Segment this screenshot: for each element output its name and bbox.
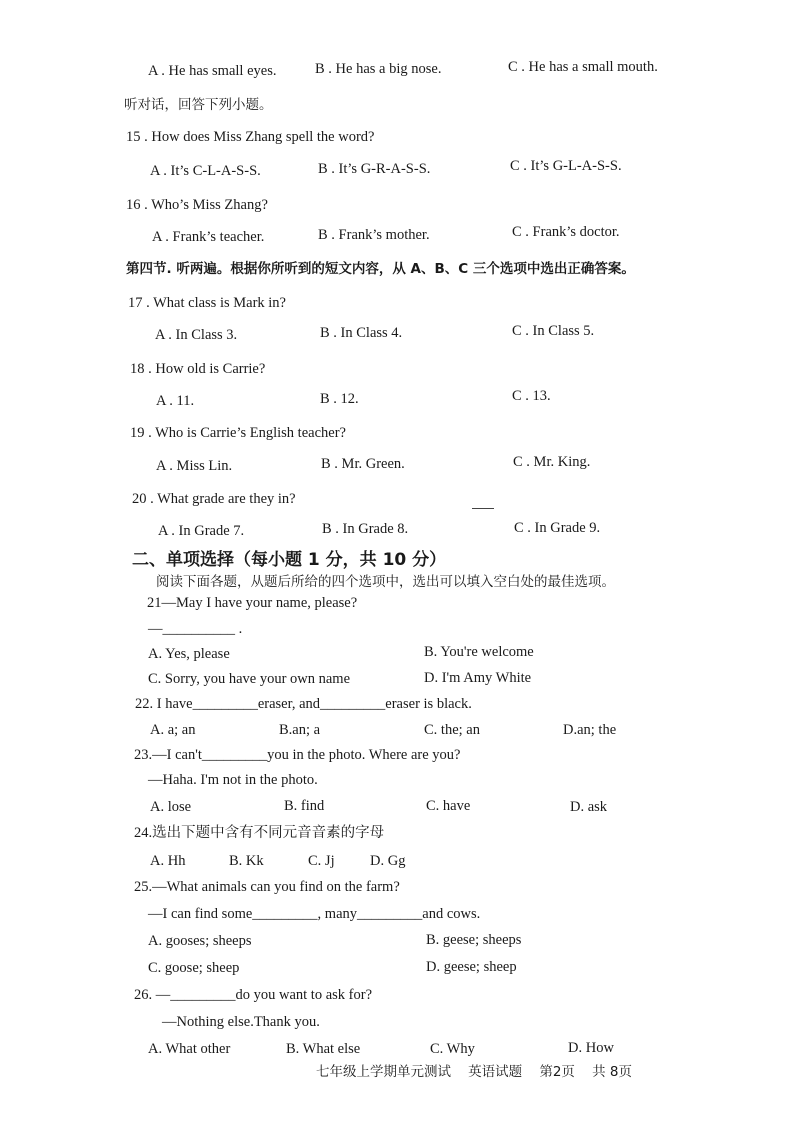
q25-reply: —I can find some_________, many_________and cows. xyxy=(148,906,481,922)
q22-stem: 22. I have_________eraser, and_________eraser is black. xyxy=(135,696,472,712)
q15-option-a: A . It’s C-L-A-S-S. xyxy=(150,163,261,179)
q17-stem: 17 . What class is Mark in? xyxy=(128,295,286,311)
q18-option-c: C . 13. xyxy=(512,388,551,404)
q19-option-b: B . Mr. Green. xyxy=(321,456,405,472)
q20-option-c: C . In Grade 9. xyxy=(514,520,601,536)
q20-stem: 20 . What grade are they in? xyxy=(132,491,296,507)
q19-option-a: A . Miss Lin. xyxy=(156,458,233,474)
q23-option-d: D. ask xyxy=(570,799,608,815)
q24-option-c: C. Jj xyxy=(308,853,335,869)
q24-option-d: D. Gg xyxy=(370,853,406,869)
q21-answer-line: —__________ . xyxy=(148,621,243,637)
q26-option-d: D. How xyxy=(568,1040,614,1056)
q16-option-b: B . Frank’s mother. xyxy=(318,227,430,243)
q17-option-a: A . In Class 3. xyxy=(155,327,238,343)
q21-option-b: B. You're welcome xyxy=(424,644,534,660)
q23-option-a: A. lose xyxy=(150,799,192,815)
q25-option-b: B. geese; sheeps xyxy=(426,932,522,948)
q21-stem: 21—May I have your name, please? xyxy=(147,595,358,611)
q25-option-c: C. goose; sheep xyxy=(148,960,240,976)
page-footer: 七年级上学期单元测试 英语试题 第2页 共 8页 xyxy=(316,1064,632,1080)
part2-instruction: 阅读下面各题，从题后所给的四个选项中，选出可以填入空白处的最佳选项。 xyxy=(156,574,615,590)
q21-option-a: A. Yes, please xyxy=(148,646,230,662)
q20-option-a: A . In Grade 7. xyxy=(158,523,245,539)
q19-option-c: C . Mr. King. xyxy=(513,454,591,470)
q20-option-b: B . In Grade 8. xyxy=(322,521,409,537)
q23-option-b: B. find xyxy=(284,798,325,814)
q14-option-b: B . He has a big nose. xyxy=(315,61,442,77)
q16-option-c: C . Frank’s doctor. xyxy=(512,224,620,240)
q26-option-b: B. What else xyxy=(286,1041,361,1057)
q17-option-c: C . In Class 5. xyxy=(512,323,595,339)
q22-option-c: C. the; an xyxy=(424,722,480,738)
part2-title: 二、单项选择（每小题 1 分，共 10 分） xyxy=(132,550,447,570)
q25-option-a: A. gooses; sheeps xyxy=(148,933,252,949)
q18-option-a: A . 11. xyxy=(156,393,195,409)
q24-option-b: B. Kk xyxy=(229,853,264,869)
dialog-instruction: 听对话，回答下列小题。 xyxy=(124,97,273,113)
q15-option-c: C . It’s G-L-A-S-S. xyxy=(510,158,622,174)
scan-mark xyxy=(472,508,494,509)
q26-option-a: A. What other xyxy=(148,1041,231,1057)
q14-option-a: A . He has small eyes. xyxy=(148,63,277,79)
q15-stem: 15 . How does Miss Zhang spell the word? xyxy=(126,129,375,145)
q23-reply: —Haha. I'm not in the photo. xyxy=(148,772,318,788)
q26-option-c: C. Why xyxy=(430,1041,475,1057)
q22-option-b: B.an; a xyxy=(279,722,321,738)
q25-stem: 25.—What animals can you find on the farm? xyxy=(134,879,400,895)
q26-stem: 26. —_________do you want to ask for? xyxy=(134,987,373,1003)
q24-option-a: A. Hh xyxy=(150,853,186,869)
q14-option-c: C . He has a small mouth. xyxy=(508,59,658,75)
q23-stem: 23.—I can't_________you in the photo. Where are you? xyxy=(134,747,461,763)
q18-stem: 18 . How old is Carrie? xyxy=(130,361,266,377)
q25-option-d: D. geese; sheep xyxy=(426,959,517,975)
q17-option-b: B . In Class 4. xyxy=(320,325,403,341)
q24-stem: 24.选出下题中含有不同元音音素的字母 xyxy=(134,825,385,841)
q21-option-d: D. I'm Amy White xyxy=(424,670,532,686)
q22-option-a: A. a; an xyxy=(150,722,196,738)
q23-option-c: C. have xyxy=(426,798,471,814)
q18-option-b: B . 12. xyxy=(320,391,359,407)
q15-option-b: B . It’s G-R-A-S-S. xyxy=(318,161,431,177)
q19-stem: 19 . Who is Carrie’s English teacher? xyxy=(130,425,346,441)
q26-reply: —Nothing else.Thank you. xyxy=(162,1014,320,1030)
q16-stem: 16 . Who’s Miss Zhang? xyxy=(126,197,268,213)
q22-option-d: D.an; the xyxy=(563,722,617,738)
q16-option-a: A . Frank’s teacher. xyxy=(152,229,265,245)
section4-instruction: 第四节. 听两遍。根据你所听到的短文内容，从 A、B、C 三个选项中选出正确答案。 xyxy=(126,261,635,277)
q21-option-c: C. Sorry, you have your own name xyxy=(148,671,351,687)
